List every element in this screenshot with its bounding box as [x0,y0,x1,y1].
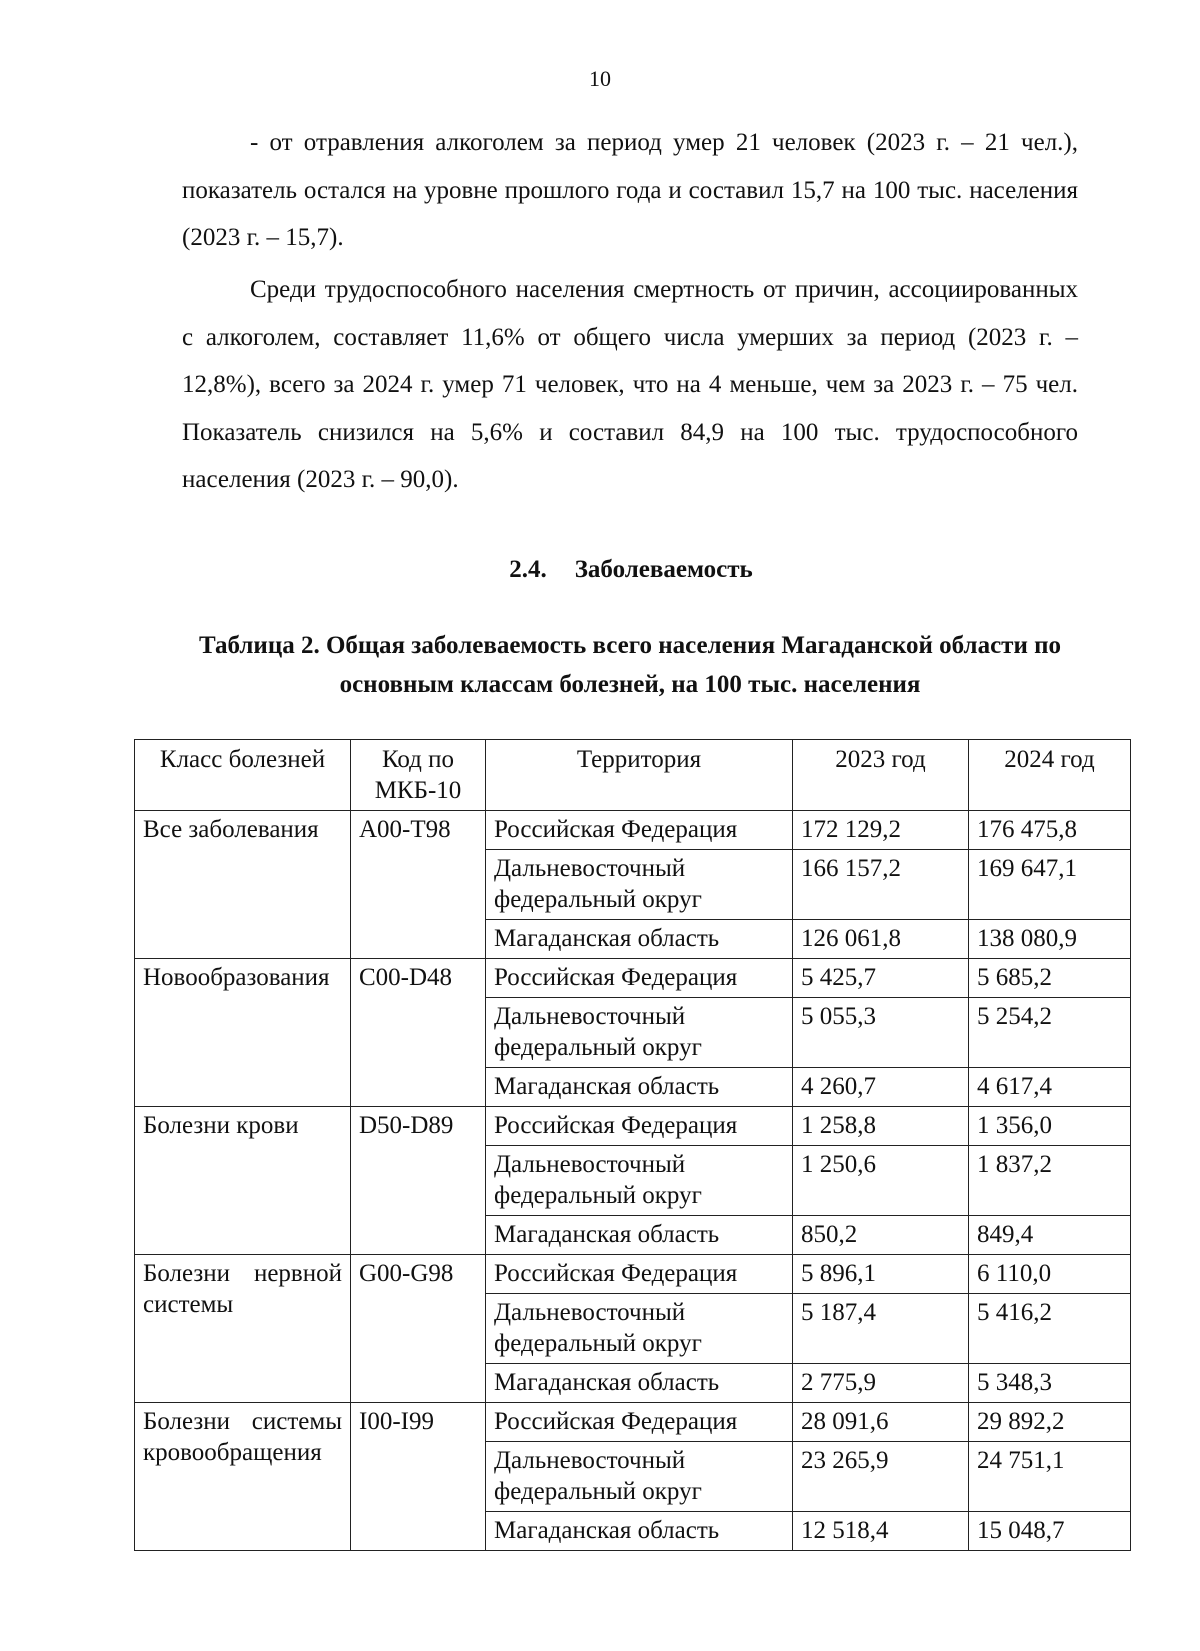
disease-class-cell: Болезни нервной системы [135,1255,351,1403]
territory-cell: Магаданская область [486,1216,793,1255]
header-2024: 2024 год [969,740,1131,811]
disease-class-cell: Все заболевания [135,811,351,959]
territory-cell: Дальневосточный федеральный округ [486,1146,793,1216]
icd-code-cell: A00-T98 [351,811,486,959]
value-2024-cell: 1 837,2 [969,1146,1131,1216]
territory-cell: Дальневосточный федеральный округ [486,998,793,1068]
section-heading [0,556,1200,584]
icd-code-cell: I00-I99 [351,1403,486,1551]
territory-cell: Российская Федерация [486,1255,793,1294]
disease-class-cell: Болезни системы кровообращения [135,1403,351,1551]
value-2024-cell: 5 348,3 [969,1364,1131,1403]
value-2024-cell: 5 416,2 [969,1294,1131,1364]
value-2024-cell: 169 647,1 [969,850,1131,920]
paragraph-text: - от отравления алкоголем за период умер 21 человек (2023 г. – 21 чел.), показатель остался на уровне прошлого года и составил 15,7 на 100 тыс. населения (2023 г. – 15,7). [182,129,1078,251]
value-2023-cell: 12 518,4 [793,1512,969,1551]
value-2024-cell: 6 110,0 [969,1255,1131,1294]
value-2024-cell: 138 080,9 [969,920,1131,959]
territory-cell: Дальневосточный федеральный округ [486,850,793,920]
table-row [135,1403,1131,1442]
header-disease-class: Класс болезней [135,740,351,811]
table-caption: Таблица 2. Общая заболеваемость всего населения Магаданской области по основным классам болезней, на 100 тыс. населения [198,632,1062,698]
value-2024-cell: 1 356,0 [969,1107,1131,1146]
territory-cell: Магаданская область [486,920,793,959]
value-2024-cell: 15 048,7 [969,1512,1131,1551]
value-2023-cell: 1 250,6 [793,1146,969,1216]
territory-cell: Российская Федерация [486,1107,793,1146]
icd-code-cell: D50-D89 [351,1107,486,1255]
value-2023-cell: 126 061,8 [793,920,969,959]
paragraph-working-age-mortality [182,266,1078,504]
territory-cell: Дальневосточный федеральный округ [486,1294,793,1364]
icd-code-cell: G00-G98 [351,1255,486,1403]
territory-cell: Российская Федерация [486,959,793,998]
page-number: 10 [589,66,611,91]
table-header-row [135,740,1131,811]
value-2023-cell: 172 129,2 [793,811,969,850]
table-row [135,1107,1131,1146]
value-2023-cell: 4 260,7 [793,1068,969,1107]
value-2023-cell: 166 157,2 [793,850,969,920]
paragraph-alcohol-poisoning [182,119,1078,262]
value-2023-cell: 5 187,4 [793,1294,969,1364]
value-2023-cell: 5 055,3 [793,998,969,1068]
table-row [135,959,1131,998]
table-row [135,811,1131,850]
paragraph-text: Среди трудоспособного населения смертность от причин, ассоциированных с алкоголем, составляет 11,6% от общего числа умерших за период (2023 г. – 12,8%), всего за 2024 г. умер 71 человек, что на 4 меньше, чем за 2023 г. – 75 чел. Показатель снизился на 5,6% и составил 84,9 на 100 тыс. трудоспособного населения (2023 г. – 90,0). [182,276,1078,493]
value-2024-cell: 849,4 [969,1216,1131,1255]
territory-cell: Магаданская область [486,1364,793,1403]
value-2023-cell: 23 265,9 [793,1442,969,1512]
value-2023-cell: 5 425,7 [793,959,969,998]
value-2024-cell: 24 751,1 [969,1442,1131,1512]
header-territory: Территория [486,740,793,811]
section-number: 2.4. [509,556,547,583]
section-title: Заболеваемость [574,556,753,583]
header-icd-code: Код по МКБ-10 [351,740,486,811]
value-2024-cell: 5 254,2 [969,998,1131,1068]
value-2024-cell: 29 892,2 [969,1403,1131,1442]
disease-class-cell: Болезни крови [135,1107,351,1255]
territory-cell: Магаданская область [486,1068,793,1107]
icd-code-cell: C00-D48 [351,959,486,1107]
territory-cell: Дальневосточный федеральный округ [486,1442,793,1512]
value-2023-cell: 1 258,8 [793,1107,969,1146]
territory-cell: Магаданская область [486,1512,793,1551]
territory-cell: Российская Федерация [486,1403,793,1442]
disease-class-cell: Новообразования [135,959,351,1107]
value-2023-cell: 2 775,9 [793,1364,969,1403]
morbidity-table [134,739,1131,1551]
table-row [135,1255,1131,1294]
value-2023-cell: 850,2 [793,1216,969,1255]
value-2023-cell: 28 091,6 [793,1403,969,1442]
value-2024-cell: 4 617,4 [969,1068,1131,1107]
header-2023: 2023 год [793,740,969,811]
value-2023-cell: 5 896,1 [793,1255,969,1294]
territory-cell: Российская Федерация [486,811,793,850]
value-2024-cell: 5 685,2 [969,959,1131,998]
value-2024-cell: 176 475,8 [969,811,1131,850]
